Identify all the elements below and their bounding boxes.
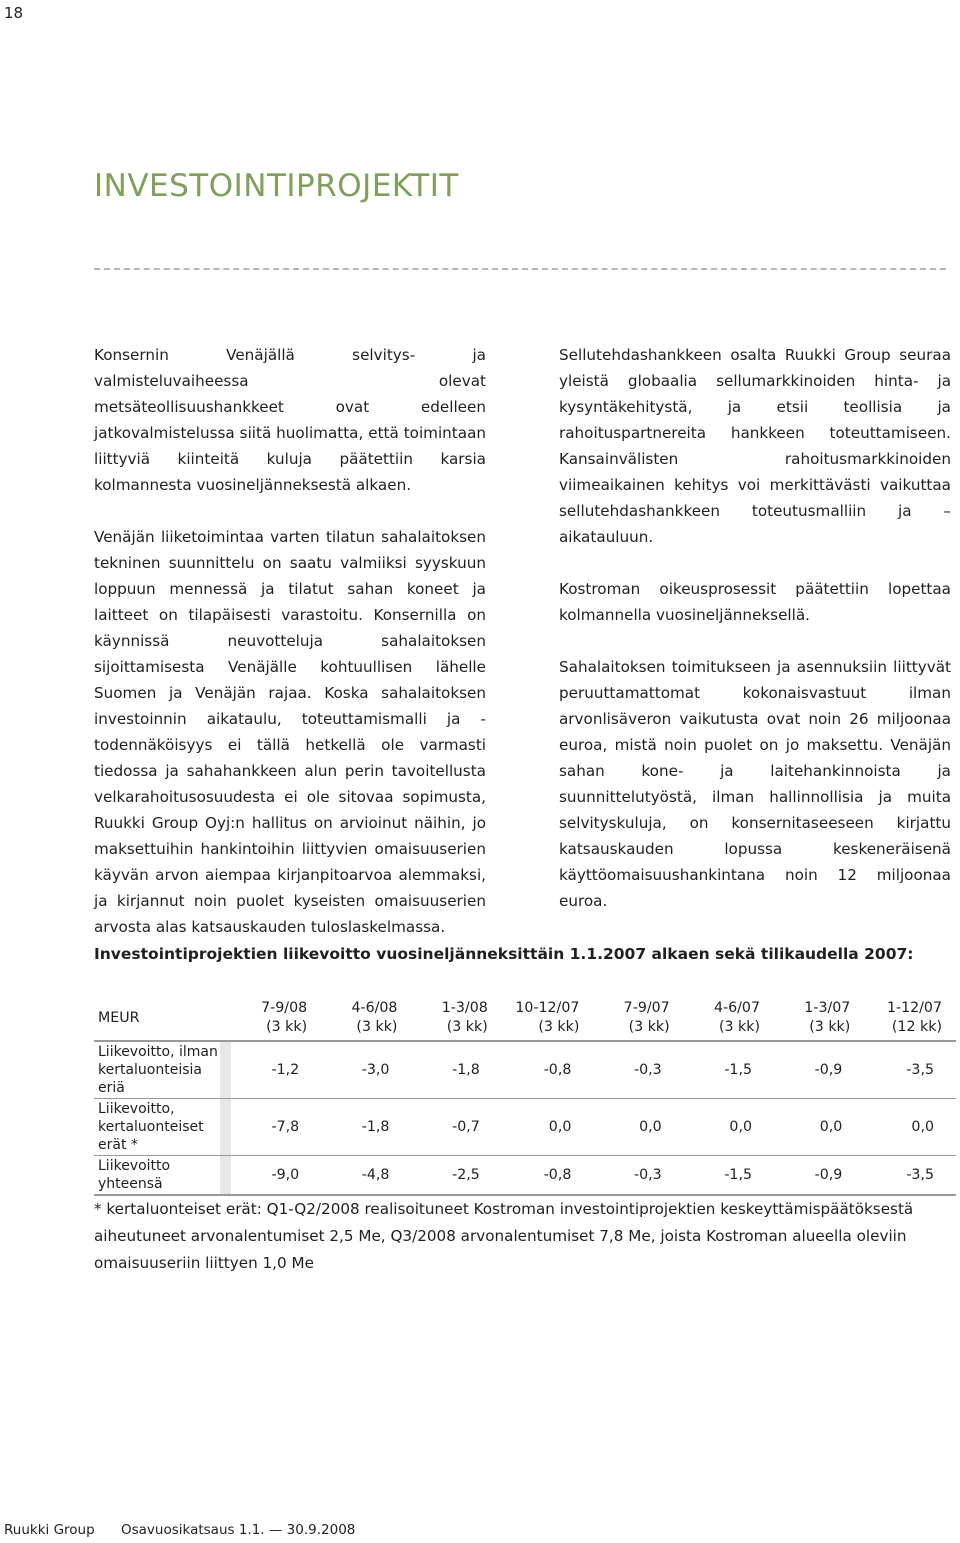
table-row — [94, 1156, 956, 1196]
footer-company: Ruukki Group — [4, 1522, 95, 1538]
page-number: 18 — [4, 4, 24, 22]
table-cell: -3,5 — [864, 1156, 956, 1196]
table-cell: -0,3 — [593, 1156, 683, 1196]
column-header — [684, 996, 774, 1041]
period-length: (12 kk) — [891, 1019, 942, 1035]
table-cell: -2,5 — [411, 1156, 501, 1196]
period-range: 1-3/08 — [441, 1000, 488, 1016]
column-header — [502, 996, 594, 1041]
period-range: 1-3/07 — [804, 1000, 851, 1016]
row-label: Liikevoitto, kertaluonteiset erät * — [94, 1099, 220, 1156]
period-range: 1-12/07 — [886, 1000, 942, 1016]
period-length: (3 kk) — [809, 1019, 851, 1035]
header-spacer — [220, 996, 230, 1041]
dashed-divider — [94, 268, 946, 270]
page-title: INVESTOINTIPROJEKTIT — [94, 168, 459, 204]
column-header — [231, 996, 321, 1041]
footer-report-title: Osavuosikatsaus 1.1. — 30.9.2008 — [120, 1522, 356, 1538]
paragraph: Sahalaitoksen toimitukseen ja asennuksiin liittyvät peruuttamattomat kokonaisvastuut ilman arvonlisäveron vaikutusta ovat noin 26 miljoonaa euroa, mistä noin puolet on jo maksettu. Venäjän sahan kone- ja laitehankinnoista ja suunnittelutyöstä, ilman hallinnollisia ja muita selvityskuluja, on konsernitaseeseen kirjattu katsauskauden lopussa keskeneräisenä käyttöomaisuushankintana noin 12 miljoonaa euroa. — [559, 658, 951, 910]
period-length: (3 kk) — [718, 1019, 760, 1035]
left-text-column — [94, 342, 486, 966]
table-cell: 0,0 — [502, 1099, 594, 1156]
column-header — [864, 996, 956, 1041]
column-header — [321, 996, 411, 1041]
table-cell: 0,0 — [774, 1099, 864, 1156]
column-header — [411, 996, 501, 1041]
period-range: 10-12/07 — [515, 1000, 580, 1016]
page-footer — [4, 1522, 377, 1538]
paragraph: Sellutehdashankkeen osalta Ruukki Group seuraa yleistä globaalia sellumarkkinoiden hinta- ja kysyntäkehitystä, ja etsii teollisia ja rahoituspartnereita hankkeen toteuttamiseen. Kansainvälisten rahoitusmarkkinoiden viimeaikainen kehitys voi merkittävästi vaikuttaa sellutehdashankkeen toteutusmalliin ja –aikatauluun. — [559, 346, 951, 546]
table-cell: 0,0 — [864, 1099, 956, 1156]
table-cell: -3,0 — [321, 1041, 411, 1099]
period-range: 4-6/07 — [713, 1000, 760, 1016]
right-text-column — [559, 342, 951, 940]
table-heading: Investointiprojektien liikevoitto vuosineljänneksittäin 1.1.2007 alkaen sekä tilikaudella 2007: — [94, 945, 914, 963]
table-cell: -0,8 — [502, 1156, 594, 1196]
period-length: (3 kk) — [538, 1019, 580, 1035]
row-gap — [220, 1156, 230, 1196]
table-cell: -1,2 — [231, 1041, 321, 1099]
row-gap — [220, 1099, 230, 1156]
table-cell: -0,8 — [502, 1041, 594, 1099]
table-cell: -9,0 — [231, 1156, 321, 1196]
table-cell: -1,5 — [684, 1041, 774, 1099]
column-header — [593, 996, 683, 1041]
period-range: 4-6/08 — [351, 1000, 398, 1016]
table-cell: -4,8 — [321, 1156, 411, 1196]
table-footnote: * kertaluonteiset erät: Q1-Q2/2008 realisoituneet Kostroman investointiprojektien keskeyttämispäätöksestä aiheutuneet arvonalentumiset 2,5 Me, Q3/2008 arvonalentumiset 7,8 Me, joista Kostroman alueella oleviin omaisuuseriin liittyen 1,0 Me — [94, 1200, 914, 1272]
period-length: (3 kk) — [356, 1019, 398, 1035]
table-cell: -1,5 — [684, 1156, 774, 1196]
table-cell: -7,8 — [231, 1099, 321, 1156]
unit-header: MEUR — [94, 996, 220, 1041]
table-cell: -0,9 — [774, 1041, 864, 1099]
table-cell: -0,3 — [593, 1041, 683, 1099]
table-header-row — [94, 996, 956, 1041]
table-cell: -0,9 — [774, 1156, 864, 1196]
column-header — [774, 996, 864, 1041]
period-length: (3 kk) — [266, 1019, 308, 1035]
period-range: 7-9/08 — [261, 1000, 308, 1016]
table-cell: 0,0 — [593, 1099, 683, 1156]
table-cell: -0,7 — [411, 1099, 501, 1156]
row-label: Liikevoitto yhteensä — [94, 1156, 220, 1196]
table-cell: -3,5 — [864, 1041, 956, 1099]
operating-profit-table — [94, 996, 956, 1196]
period-range: 7-9/07 — [623, 1000, 670, 1016]
paragraph: Kostroman oikeusprosessit päätettiin lopettaa kolmannella vuosineljänneksellä. — [559, 580, 951, 624]
table-cell: 0,0 — [684, 1099, 774, 1156]
period-length: (3 kk) — [628, 1019, 670, 1035]
table-row — [94, 1099, 956, 1156]
row-label: Liikevoitto, ilman kertaluonteisia eriä — [94, 1041, 220, 1099]
period-length: (3 kk) — [446, 1019, 488, 1035]
row-gap — [220, 1041, 230, 1099]
paragraph: Konsernin Venäjällä selvitys- ja valmisteluvaiheessa olevat metsäteollisuushankkeet ovat edelleen jatkovalmistelussa siitä huolimatta, että toimintaan liittyviä kiinteitä kuluja päätettiin karsia kolmannesta vuosineljänneksestä alkaen. — [94, 346, 486, 494]
paragraph: Venäjän liiketoimintaa varten tilatun sahalaitoksen tekninen suunnittelu on saatu valmiiksi syyskuun loppuun mennessä ja tilatut sahan koneet ja laitteet on tilapäisesti varastoitu. Konsernilla on käynnissä neuvotteluja sahalaitoksen sijoittamisesta Venäjälle kohtuullisen lähelle Suomen ja Venäjän rajaa. Koska sahalaitoksen investoinnin aikataulu, toteuttamismalli ja -todennäköisyys ei tällä hetkellä ole varmasti tiedossa ja sahahankkeen alun perin tavoitellusta velkarahoitusosuudesta ei ole sitovaa sopimusta, Ruukki Group Oyj:n hallitus on arvioinut näihin, jo maksettuihin hankintoihin liittyvien omaisuuserien käyvän arvon aiempaa kirjanpitoarvoa alemmaksi, ja kirjannut noin puolet kyseisten omaisuuserien arvosta alas katsauskauden tuloslaskelmassa. — [94, 528, 486, 936]
table-row — [94, 1041, 956, 1099]
table-cell: -1,8 — [411, 1041, 501, 1099]
table-cell: -1,8 — [321, 1099, 411, 1156]
